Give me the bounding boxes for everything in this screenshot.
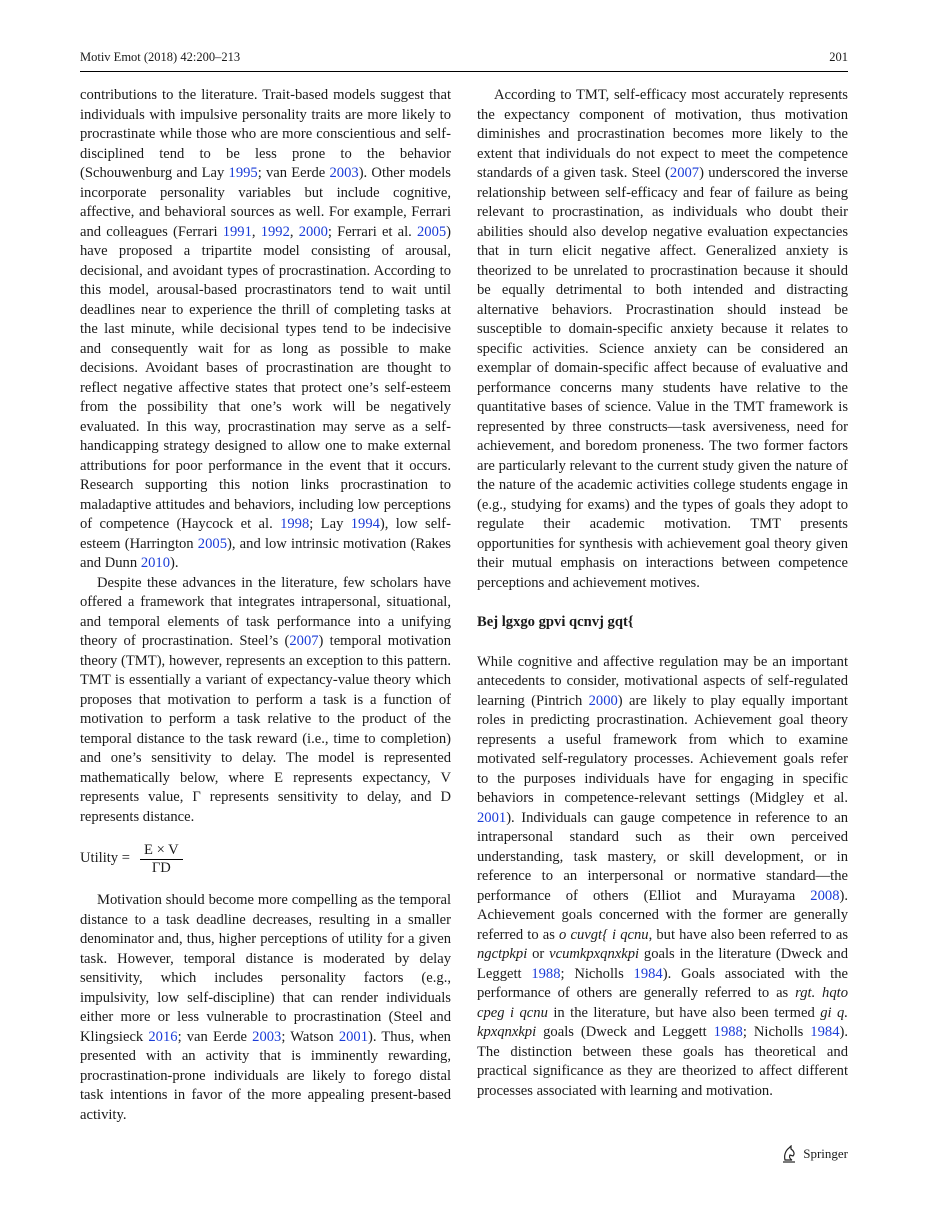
text-run: ) have proposed a tripartite model consisting of arousal, decisional, and avoidant types of procrastination. According to this model, arousal-based procrastinators tend to wait until deadlines near to experience the thrill of completing tasks at the last minute, while decisional types tend to be indecisive and consequently wait for as long as possible to make decisions. Avoidant bases of procrastination are thought to reflect negative affective states that protect one’s self-esteem from the possibility that one’s work will be negatively evaluated. In this way, procrastination may serve as a self-handicapping strategy designed to allow one to make external attributions for poor performance in the event that it occurs. Research supporting this notion links procrastination to maladaptive attitudes and behaviors, including low perceptions of competence (Haycock et al. bbox=[80, 223, 452, 532]
citation-link[interactable]: 1988 bbox=[713, 1024, 743, 1040]
text-run: ; van Eerde bbox=[177, 1028, 253, 1045]
text-run: ). Other models incorporate personality variables but include cognitive, affective, and behavioral sources as well. For example, Ferrari and colleagues (Ferrari bbox=[80, 165, 451, 240]
citation-link[interactable]: 2008 bbox=[810, 887, 840, 904]
paragraph bbox=[80, 86, 451, 574]
italic-term: o cuvgt{ i qcnu bbox=[559, 926, 649, 943]
text-run: ). Thus, when presented with an activity that is imminently rewarding, procrastination-prone individuals are likely to forego distal task intentions in favor of the more appealing present-based activity. bbox=[80, 1028, 451, 1123]
text-run: ; van Eerde bbox=[257, 165, 330, 181]
publisher-name: Springer bbox=[803, 1146, 848, 1161]
citation-link[interactable]: 2005 bbox=[197, 535, 227, 552]
text-run: or bbox=[527, 946, 550, 962]
citation-link[interactable]: 2003 bbox=[252, 1028, 282, 1045]
text-run: ). Individuals can gauge competence in reference to an intrapersonal standard such as their own perceived understanding, task mastery, or skill development, or in reference to an interpersonal or normative standard—the performance of others (Elliot and Murayama bbox=[477, 809, 848, 904]
utility-formula bbox=[80, 839, 451, 879]
text-run: ; Ferrari et al. bbox=[327, 223, 417, 240]
paragraph bbox=[80, 891, 451, 1125]
text-run: Motivation should become more compelling as the temporal distance to a task deadline decreases, resulting in a smaller denominator and, thus, higher perceptions of utility for a given task. However, temporal distance is moderated by delay sensitivity, which includes personality factors (e.g., impulsivity, low self-discipline) that can render individuals either more or less vulnerable to procrastination (Steel and Klingsieck bbox=[80, 892, 451, 1045]
text-run: ). Goals associated with the performance of others are generally referred to as bbox=[477, 965, 848, 1001]
header-rule bbox=[80, 71, 848, 72]
formula-numerator: E × V bbox=[140, 842, 183, 860]
paragraph bbox=[477, 653, 848, 1102]
formula-lhs: Utility = bbox=[80, 850, 130, 867]
text-run: ). bbox=[170, 555, 179, 571]
text-run: According to TMT, self-efficacy most accurately represents the expectancy component of motivation, thus motivation diminishes and procrastination becomes more likely to the extent that individuals do not expect to meet the competence standards of a given task. Steel ( bbox=[477, 87, 848, 181]
citation-link[interactable]: 1998 bbox=[280, 516, 310, 532]
citation-link[interactable]: 1984 bbox=[810, 1024, 840, 1040]
italic-term: ngctpkpi bbox=[477, 946, 528, 962]
text-run: ). The distinction between these goals has theoretical and practical significance as they are theorized to affect different processes associated with learning and motivation. bbox=[477, 1024, 848, 1099]
text-run: ; Nicholls bbox=[560, 965, 634, 982]
springer-horse-icon bbox=[781, 1145, 797, 1163]
citation-link[interactable]: 1988 bbox=[531, 965, 561, 982]
publisher-footer bbox=[781, 1145, 848, 1163]
citation-link[interactable]: 1994 bbox=[350, 516, 380, 532]
citation-link[interactable]: 2003 bbox=[329, 165, 359, 181]
text-run: ) underscored the inverse relationship between self-efficacy and fear of failure as being relevant to procrastination, as individuals who doubt their abilities should also develop negative evaluation expectancies that in turn elicit negative affect. Generalized anxiety is theorized to be unrelated to procrastination because it should be equally detrimental to both intended and distracting alternative behaviors. Procrastination should instead be susceptible to domain-specific anxiety because it relates to specific activities. Science anxiety can be considered an exemplar of domain-specific affect because of evaluative and performance concerns many students have relative to the quantitative bases of science. Value in the TMT framework is represented by three constructs—task aversiveness, need for achievement, and boredom proneness. The two former factors are particularly relevant to the current study given the nature of the nature of the academic activities college students engage in (e.g., studying for exams) and the types of goals they adopt to regulate their academic motivation. TMT presents opportunities for synthesis with achievement goal theory given their mutual emphasis on interactions between competence perceptions and achievement motives. bbox=[477, 165, 849, 591]
text-run: contributions to the literature. Trait-based models suggest that individuals with impulsive personality traits are more likely to procrastinate while those who are more conscientious and self-disciplined tend to be less prone to the behavior (Schouwenburg and Lay bbox=[80, 87, 451, 181]
text-run: ; Watson bbox=[281, 1028, 339, 1045]
text-run: ; Nicholls bbox=[742, 1024, 811, 1040]
citation-link[interactable]: 2005 bbox=[416, 223, 447, 240]
citation-link[interactable]: 1991 bbox=[222, 223, 252, 240]
section-heading: Bej lgxgo gpvi qcnvj gqt{ bbox=[477, 614, 634, 630]
text-run: in the literature, but have also been termed bbox=[547, 1004, 821, 1021]
text-run: goals in the literature (Dweck and Leggett bbox=[477, 946, 848, 982]
citation-link[interactable]: 2001 bbox=[338, 1028, 368, 1045]
citation-link[interactable]: 1992 bbox=[260, 223, 290, 240]
text-run: ) are likely to play equally important roles in predicting procrastination. Achievement goal theory represents a useful framework from which to examine motivated self-regulatory processes. Achievement goals refer to the purposes individuals have for engaging in specific behaviors in competence-relevant settings (Midgley et al. bbox=[477, 692, 848, 806]
citation-link[interactable]: 2000 bbox=[298, 223, 328, 240]
text-run: ) temporal motivation theory (TMT), however, represents an exception to this pattern. TMT is essentially a variant of expectancy-value theory which proposes that motivation to perform a task is a function of motivation to perform a task relative to the product of the temporal distance to the task reward (i.e., time to completion) and one’s sensitivity to delay. The model is represented mathematically below, where E represents expectancy, V represents value, Γ represents sensitivity to delay, and D represents distance. bbox=[80, 633, 451, 825]
citation-link[interactable]: 2007 bbox=[669, 165, 700, 181]
formula-denominator: ΓD bbox=[151, 859, 171, 876]
text-run: ), and low intrinsic motivation (Rakes and Dunn bbox=[80, 535, 451, 571]
text-run: , bbox=[289, 223, 299, 240]
text-run: goals (Dweck and Leggett bbox=[536, 1024, 714, 1040]
running-header-journal: Motiv Emot (2018) 42:200–213 bbox=[80, 50, 241, 64]
citation-link[interactable]: 2001 bbox=[477, 809, 507, 826]
citation-link[interactable]: 1984 bbox=[633, 965, 663, 982]
left-column bbox=[80, 86, 451, 1125]
italic-term: gi q. kpxqnxkpi bbox=[477, 1004, 848, 1040]
formula-fraction bbox=[140, 842, 183, 877]
page-number: 201 bbox=[829, 50, 848, 64]
text-run: ). Achievement goals concerned with the former are generally referred to as bbox=[477, 887, 848, 943]
paragraph bbox=[80, 574, 451, 828]
text-run: , bbox=[251, 223, 261, 240]
italic-term: rgt. hqto cpeg i qcnu bbox=[477, 985, 849, 1021]
paragraph bbox=[477, 86, 848, 593]
text-run: , but have also been referred to as bbox=[648, 926, 849, 943]
citation-link[interactable]: 2016 bbox=[148, 1028, 178, 1045]
text-run: ), low self-esteem (Harrington bbox=[80, 516, 451, 552]
italic-term: vcumkpxqnxkpi bbox=[549, 946, 640, 962]
citation-link[interactable]: 2007 bbox=[289, 633, 319, 649]
text-run: While cognitive and affective regulation may be an important antecedents to consider, motivational aspects of self-regulated learning (Pintrich bbox=[477, 653, 848, 709]
text-run: ; Lay bbox=[309, 516, 351, 532]
citation-link[interactable]: 2010 bbox=[140, 555, 170, 571]
citation-link[interactable]: 2000 bbox=[588, 692, 618, 709]
text-run: Despite these advances in the literature, few scholars have offered a framework that integrates intrapersonal, situational, and temporal elements of task performance into a unifying theory of procrastination. Steel’s ( bbox=[80, 574, 451, 649]
citation-link[interactable]: 1995 bbox=[228, 165, 258, 181]
right-column bbox=[477, 86, 848, 1101]
